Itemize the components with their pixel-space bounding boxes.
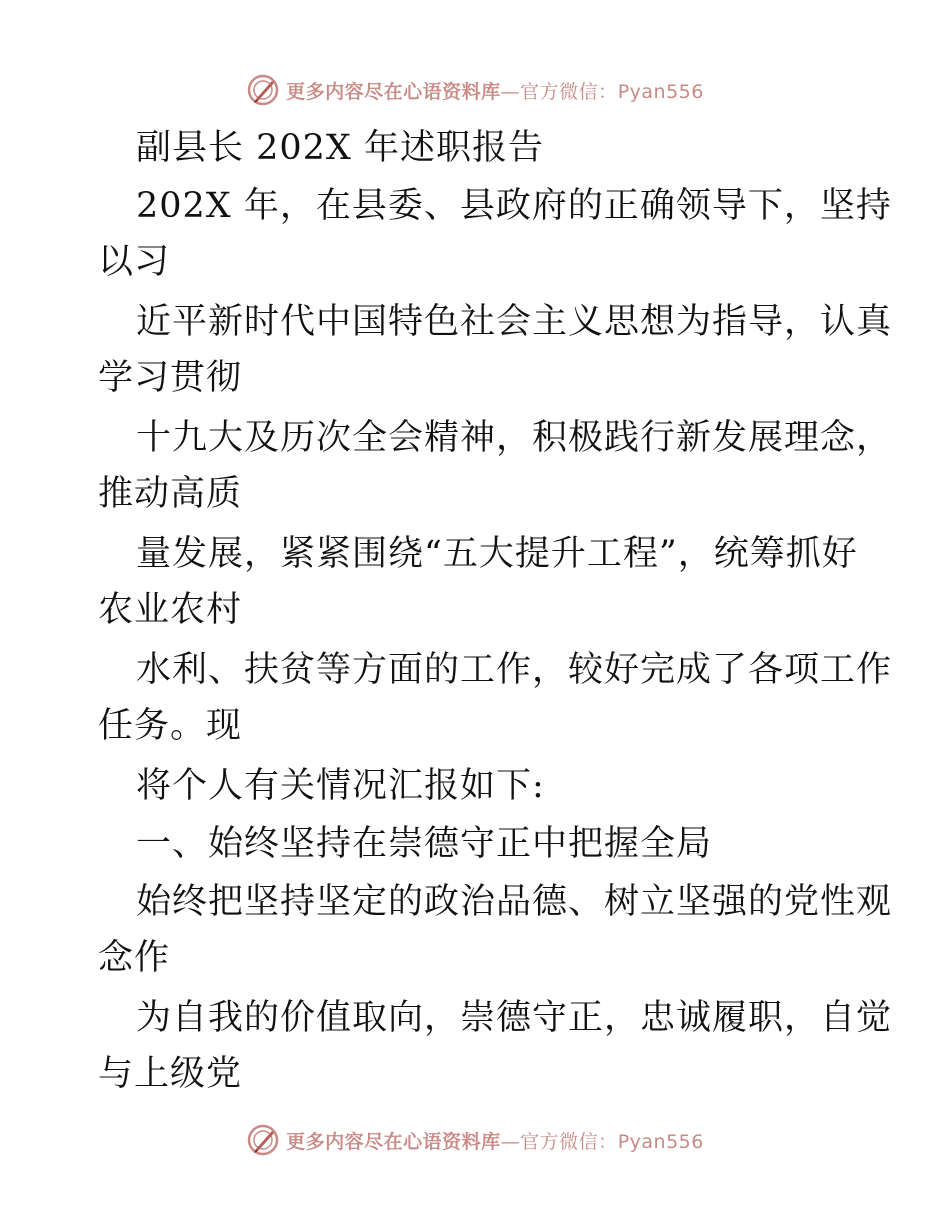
watermark-text	[286, 1127, 704, 1154]
paragraph-line: 学习贯彻	[98, 358, 243, 398]
watermark-wechat-id: Pyan556	[617, 80, 704, 103]
paragraph-line: 为自我的价值取向，崇德守正，忠诚履职，自觉	[136, 998, 893, 1038]
pen-circle-logo-icon	[246, 1123, 280, 1157]
paragraph-line: 水利、扶贫等方面的工作，较好完成了各项工作	[136, 650, 893, 690]
paragraph-line: 始终把坚持坚定的政治品德、树立坚强的党性观	[136, 882, 893, 922]
watermark-site: 更多内容尽在心语资料库	[286, 1130, 501, 1153]
paragraph-line: 将个人有关情况汇报如下:	[136, 766, 545, 806]
watermark-wechat-label: 官方微信：	[520, 1130, 618, 1153]
paragraph-line: 十九大及历次全会精神，积极践行新发展理念，	[136, 418, 893, 458]
paragraph-line: 202X 年，在县委、县政府的正确领导下，坚持	[136, 186, 892, 226]
paragraph-line: 量发展，紧紧围绕“五大提升工程”，统筹抓好	[136, 534, 858, 574]
watermark-dash: —	[500, 1130, 521, 1153]
section-heading: 一、始终坚持在崇德守正中把握全局	[136, 824, 713, 864]
paragraph-line: 与上级党	[98, 1054, 243, 1094]
paragraph-line: 推动高质	[98, 474, 243, 514]
header-watermark	[0, 70, 950, 110]
watermark-dash: —	[500, 80, 521, 103]
paragraph-line: 任务。现	[98, 706, 243, 746]
watermark-site: 更多内容尽在心语资料库	[286, 80, 501, 103]
watermark-wechat-label: 官方微信：	[520, 80, 618, 103]
pen-circle-logo-icon	[246, 73, 280, 107]
document-title: 副县长 202X 年述职报告	[136, 128, 544, 168]
watermark-wechat-id: Pyan556	[617, 1130, 704, 1153]
paragraph-line: 农业农村	[98, 590, 243, 630]
paragraph-line: 近平新时代中国特色社会主义思想为指导，认真	[136, 302, 893, 342]
paragraph-line: 以习	[98, 242, 171, 282]
paragraph-line: 念作	[98, 938, 171, 978]
footer-watermark	[0, 1120, 950, 1160]
watermark-text	[286, 77, 704, 104]
